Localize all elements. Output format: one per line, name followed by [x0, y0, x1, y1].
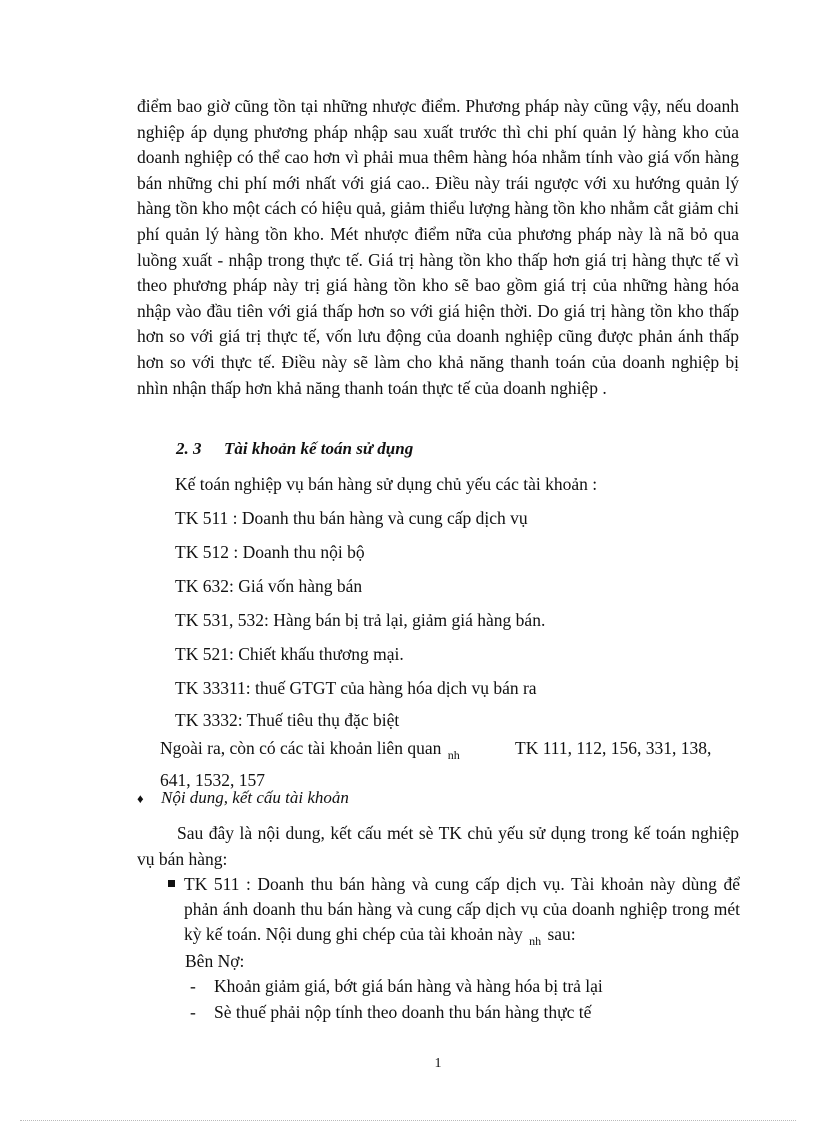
content-intro: Sau đây là nội dung, kết cấu mét sè TK chủ yếu sử dụng trong kế toán nghiệp vụ bán hàng: [137, 823, 739, 869]
other-accounts-list-a: TK 111, 112, 156, 331, 138, [515, 738, 712, 758]
page-number: 1 [434, 1056, 442, 1071]
tk511-tail: sau: [547, 924, 576, 944]
account-line: TK 511 : Doanh thu bán hàng và cung cấp dịch vụ [175, 508, 528, 528]
tk511-text-block [184, 872, 740, 954]
account-line: TK 3332: Thuế tiêu thụ đặc biệt [175, 710, 400, 730]
other-accounts-sub: nh [447, 748, 460, 762]
body-paragraph: điểm bao giờ cũng tồn tại những nhược điểm. Phương pháp này cũng vậy, nếu doanh nghiệp áp dụng phương pháp nhập sau xuất trước thì chi phí quản lý hàng kho của doanh nghiệp có thể cao hơn vì phải mua thêm hàng hóa nhằm tính vào giá vốn hàng bán những chi phí mới nhất với giá cao.. Điều này trái ngược với xu hướng quản lý hàng tồn kho một cách có hiệu quả, giảm thiểu lượng hàng tồn kho nhằm cắt giảm chi phí quản lý hàng tồn kho. Mét nhược điểm nữa của phương pháp này là nã bỏ qua luồng xuất - nhập trong thực tế. Giá trị hàng tồn kho thấp hơn giá trị hàng thực tế vì theo phương pháp này trị giá hàng tồn kho sẽ bao gồm giá trị của những hàng hóa nhập vào đầu tiên với giá thấp hơn so với giá hiện thời. Do giá trị hàng tồn kho thấp hơn so với giá trị thực tế, vốn lưu động của doanh nghiệp cũng được phản ánh thấp hơn so với thực tế. Điều này sẽ làm cho khả năng thanh toán của doanh nghiệp bị nhìn nhận thấp hơn khả năng thanh toán thực tế của doanh nghiệp . [137, 96, 739, 398]
dash-marker: - [190, 1002, 196, 1022]
section-title: Tài khoản kế toán sử dụng [224, 439, 414, 458]
footer-divider [20, 1120, 796, 1121]
diamond-bullet-icon: ♦ [137, 791, 144, 806]
tk511-text: TK 511 : Doanh thu bán hàng và cung cấp dịch vụ. Tài khoản này dùng để phản ánh doanh thu bán hàng và cung cấp dịch vụ của doanh nghiệp trong mét kỳ kế toán. Nội dung ghi chép của tài khoản này [184, 874, 740, 944]
other-accounts-list-b: 641, 1532, 157 [160, 770, 265, 790]
dash-item-text: Sè thuế phải nộp tính theo doanh thu bán hàng thực tế [214, 1002, 592, 1022]
section-heading [176, 439, 413, 459]
square-bullet-icon [168, 880, 175, 887]
other-accounts-lead: Ngoài ra, còn có các tài khoản liên quan [160, 738, 442, 758]
ben-no-label: Bên Nợ: [185, 951, 245, 971]
dash-item [190, 975, 603, 997]
tk511-list-item [168, 872, 740, 954]
dash-item [190, 1001, 591, 1023]
other-accounts [160, 736, 740, 793]
account-line: TK 531, 532: Hàng bán bị trả lại, giảm giá hàng bán. [175, 610, 546, 630]
dash-item-text: Khoản giảm giá, bớt giá bán hàng và hàng hóa bị trả lại [214, 976, 603, 996]
content-heading-text: Nội dung, kết cấu tài khoản [161, 788, 349, 807]
content-heading [137, 788, 349, 808]
account-line: TK 632: Giá vốn hàng bán [175, 576, 363, 596]
tk511-sub: nh [529, 934, 542, 948]
account-line: TK 512 : Doanh thu nội bộ [175, 542, 365, 562]
dash-marker: - [190, 976, 196, 996]
section-number: 2. 3 [176, 439, 202, 458]
account-line: TK 521: Chiết khấu thương mại. [175, 644, 404, 664]
account-line: TK 33311: thuế GTGT của hàng hóa dịch vụ bán ra [175, 678, 537, 698]
intro-line: Kế toán nghiệp vụ bán hàng sử dụng chủ yếu các tài khoản : [175, 474, 598, 494]
